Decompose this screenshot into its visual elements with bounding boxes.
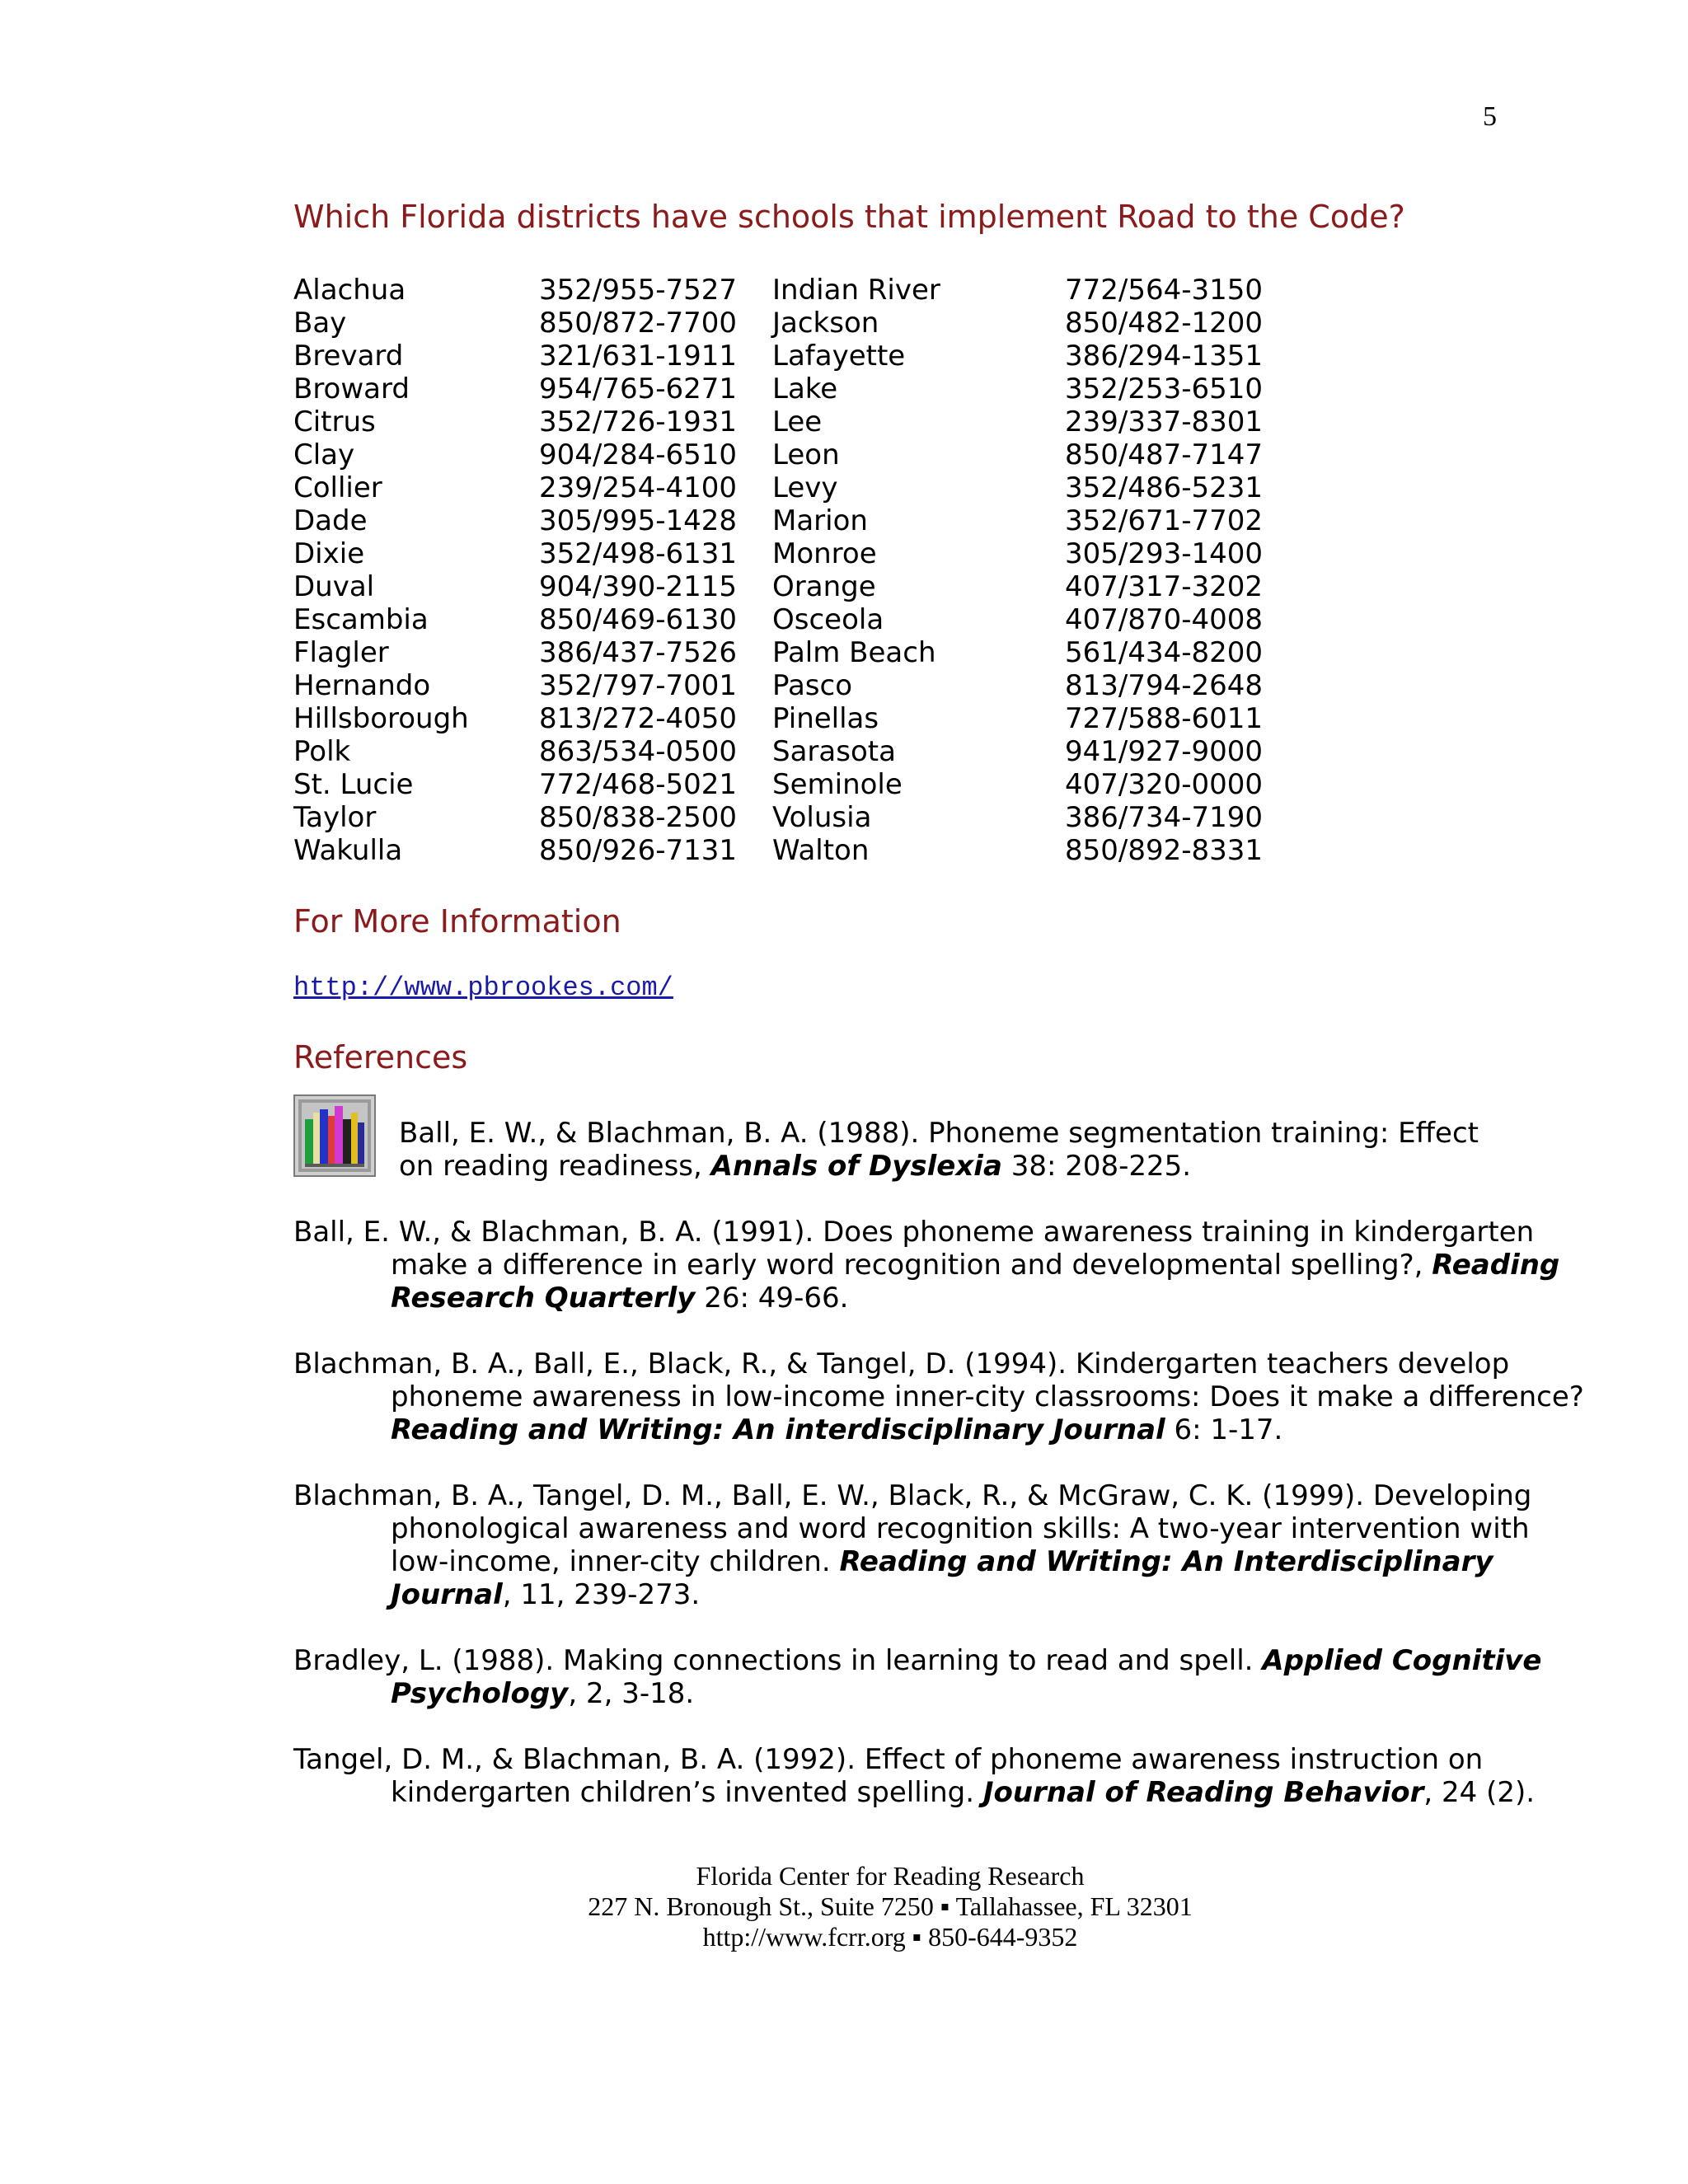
district-phone: 352/486-5231: [1065, 471, 1264, 504]
district-row: [293, 636, 1279, 669]
districts-table: [293, 274, 1279, 867]
district-name: Wakulla: [293, 834, 403, 867]
district-phone: 850/838-2500: [539, 801, 738, 834]
district-phone: 239/337-8301: [1065, 405, 1264, 438]
district-row: [293, 702, 1279, 735]
district-phone: 386/437-7526: [539, 636, 738, 669]
district-phone: 407/320-0000: [1065, 768, 1264, 801]
district-name: Bay: [293, 307, 347, 340]
district-name: Collier: [293, 471, 382, 504]
district-name: Duval: [293, 570, 375, 603]
district-name: Lafayette: [772, 340, 906, 373]
district-name: Escambia: [293, 603, 429, 636]
district-name: Walton: [772, 834, 870, 867]
district-row: [293, 603, 1279, 636]
district-name: Marion: [772, 504, 868, 537]
district-row: [293, 274, 1279, 307]
district-phone: 813/272-4050: [539, 702, 738, 735]
district-phone: 321/631-1911: [539, 340, 738, 373]
district-phone: 407/317-3202: [1065, 570, 1264, 603]
district-phone: 352/797-7001: [539, 669, 738, 702]
reference-item: Ball, E. W., & Blachman, B. A. (1988). Phoneme segmentation training: Effect on reading readiness, Annals of Dyslexia 38: 208-225.: [399, 1117, 1479, 1183]
district-phone: 352/671-7702: [1065, 504, 1264, 537]
pbrookes-link[interactable]: http://www.pbrookes.com/: [293, 972, 673, 1003]
district-row: [293, 340, 1279, 373]
district-row: [293, 801, 1279, 834]
footer: [0, 1861, 1688, 1952]
district-name: Dade: [293, 504, 368, 537]
district-row: [293, 373, 1279, 405]
district-phone: 850/487-7147: [1065, 438, 1264, 471]
district-row: [293, 504, 1279, 537]
district-phone: 850/926-7131: [539, 834, 738, 867]
district-phone: 850/872-7700: [539, 307, 738, 340]
district-row: [293, 834, 1279, 867]
district-name: Hernando: [293, 669, 431, 702]
district-phone: 863/534-0500: [539, 735, 738, 768]
district-phone: 352/498-6131: [539, 537, 738, 570]
district-phone: 386/294-1351: [1065, 340, 1264, 373]
district-name: Hillsborough: [293, 702, 469, 735]
district-row: [293, 438, 1279, 471]
district-name: Lake: [772, 373, 838, 405]
district-phone: 386/734-7190: [1065, 801, 1264, 834]
district-row: [293, 570, 1279, 603]
district-name: Orange: [772, 570, 876, 603]
footer-address: 227 N. Bronough St., Suite 7250 ▪ Tallahassee, FL 32301: [588, 1891, 1193, 1921]
district-row: [293, 537, 1279, 570]
district-phone: 904/390-2115: [539, 570, 738, 603]
district-phone: 407/870-4008: [1065, 603, 1264, 636]
district-name: Clay: [293, 438, 355, 471]
district-phone: 352/726-1931: [539, 405, 738, 438]
district-phone: 727/588-6011: [1065, 702, 1264, 735]
district-name: Leon: [772, 438, 840, 471]
district-name: Palm Beach: [772, 636, 936, 669]
district-name: Volusia: [772, 801, 872, 834]
district-phone: 850/469-6130: [539, 603, 738, 636]
district-row: [293, 405, 1279, 438]
district-row: [293, 471, 1279, 504]
page-number: 5: [1483, 101, 1497, 132]
district-phone: 904/284-6510: [539, 438, 738, 471]
books-icon: [293, 1094, 376, 1177]
district-row: [293, 669, 1279, 702]
district-name: Taylor: [293, 801, 377, 834]
district-name: St. Lucie: [293, 768, 414, 801]
district-phone: 352/955-7527: [539, 274, 738, 307]
district-name: Lee: [772, 405, 823, 438]
district-phone: 305/293-1400: [1065, 537, 1264, 570]
district-name: Monroe: [772, 537, 877, 570]
district-name: Jackson: [772, 307, 879, 340]
district-phone: 772/468-5021: [539, 768, 738, 801]
reference-item: Tangel, D. M., & Blachman, B. A. (1992). Effect of phoneme awareness instruction on kindergarten children’s invented spelling. Journal of Reading Behavior, 24 (2).: [293, 1743, 1536, 1809]
footer-org-name: Florida Center for Reading Research: [696, 1861, 1085, 1891]
reference-item: Ball, E. W., & Blachman, B. A. (1991). Does phoneme awareness training in kindergarten make a difference in early word recognition and developmental spelling?, Reading Research Quarterly 26: 49-66.: [293, 1216, 1560, 1315]
district-phone: 941/927-9000: [1065, 735, 1264, 768]
district-name: Seminole: [772, 768, 903, 801]
district-phone: 850/482-1200: [1065, 307, 1264, 340]
district-name: Sarasota: [772, 735, 896, 768]
references-heading: References: [293, 1039, 468, 1076]
district-name: Alachua: [293, 274, 406, 307]
district-name: Broward: [293, 373, 410, 405]
reference-item: Blachman, B. A., Ball, E., Black, R., & Tangel, D. (1994). Kindergarten teachers develop phoneme awareness in low-income inner-city classrooms: Does it make a difference? Reading and Writing: An interdisciplinary Journal 6: 1-17.: [293, 1347, 1584, 1446]
district-name: Pinellas: [772, 702, 879, 735]
district-name: Brevard: [293, 340, 404, 373]
district-row: [293, 735, 1279, 768]
district-name: Citrus: [293, 405, 376, 438]
reference-item: Blachman, B. A., Tangel, D. M., Ball, E. W., Black, R., & McGraw, C. K. (1999). Developing phonological awareness and word recognition skills: A two-year intervention with low-income, inner-city children. Reading and Writing: An Interdisciplinary Journal, 11, 239-273.: [293, 1479, 1532, 1611]
reference-item: Bradley, L. (1988). Making connections in learning to read and spell. Applied Cognitive Psychology, 2, 3-18.: [293, 1644, 1542, 1710]
district-row: [293, 768, 1279, 801]
district-name: Flagler: [293, 636, 389, 669]
district-row: [293, 307, 1279, 340]
district-name: Pasco: [772, 669, 853, 702]
district-name: Polk: [293, 735, 351, 768]
district-name: Indian River: [772, 274, 940, 307]
district-phone: 954/765-6271: [539, 373, 738, 405]
district-name: Osceola: [772, 603, 884, 636]
district-phone: 352/253-6510: [1065, 373, 1264, 405]
district-phone: 772/564-3150: [1065, 274, 1264, 307]
district-name: Dixie: [293, 537, 365, 570]
footer-contact: http://www.fcrr.org ▪ 850-644-9352: [702, 1922, 1078, 1952]
district-name: Levy: [772, 471, 838, 504]
more-info-heading: For More Information: [293, 903, 621, 940]
district-phone: 239/254-4100: [539, 471, 738, 504]
district-phone: 305/995-1428: [539, 504, 738, 537]
district-phone: 850/892-8331: [1065, 834, 1264, 867]
districts-heading: Which Florida districts have schools that implement Road to the Code?: [293, 199, 1405, 235]
district-phone: 561/434-8200: [1065, 636, 1264, 669]
district-phone: 813/794-2648: [1065, 669, 1264, 702]
